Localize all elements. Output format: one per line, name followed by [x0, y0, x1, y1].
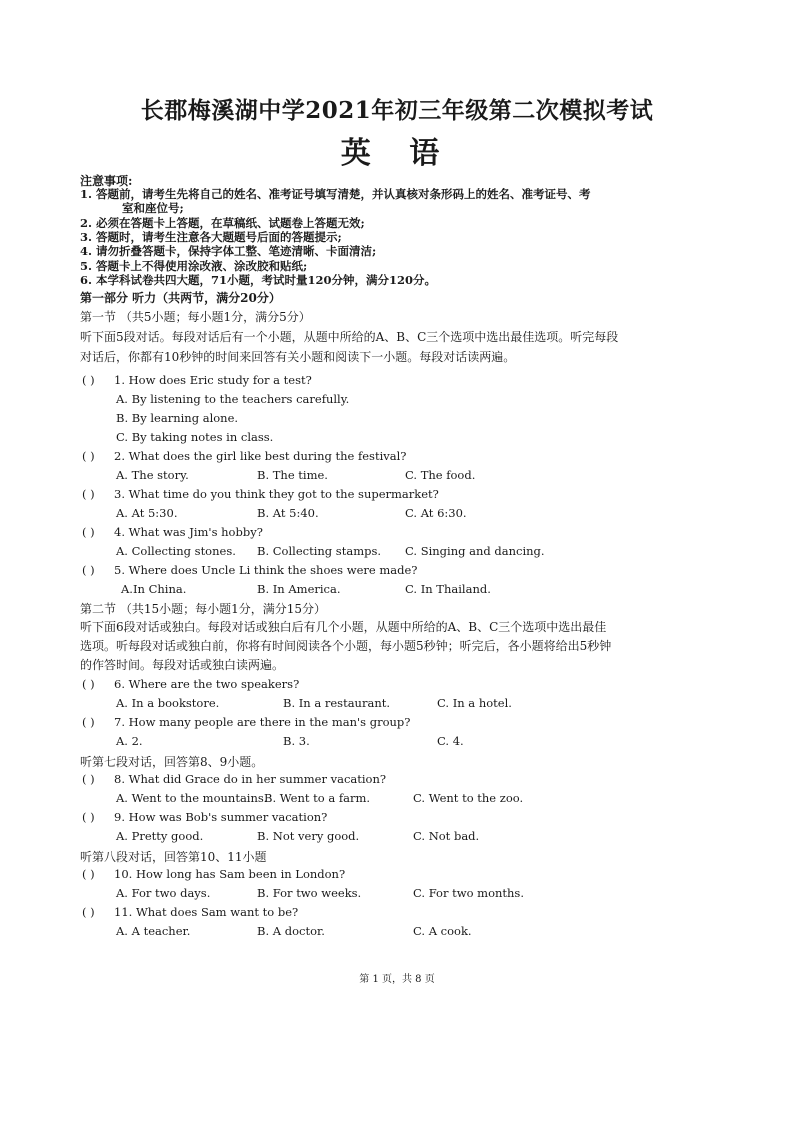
question-4	[82, 525, 263, 539]
question-text: 6. Where are the two speakers?	[114, 677, 300, 691]
section2-instructions: 的作答时间。每段对话或独白读两遍。	[80, 658, 285, 672]
question-5	[82, 563, 417, 577]
option: B. Not very good.	[257, 829, 360, 843]
notice-item: 6. 本学科试卷共四大题，71小题，考试时量120分钟，满分120分。	[80, 273, 437, 287]
notice-item: 1. 答题前，请考生先将自己的姓名、准考证号填写清楚，并认真核对条形码上的姓名、准考证号、考	[80, 187, 591, 201]
notice-item: 室和座位号;	[122, 201, 184, 215]
option: A. Pretty good.	[116, 829, 204, 843]
option: B. Collecting stamps.	[257, 544, 382, 558]
option: B. A doctor.	[257, 924, 325, 938]
answer-blank[interactable]: ( )	[82, 373, 95, 387]
option: C. A cook.	[413, 924, 472, 938]
section2-instructions: 选项。听每段对话或独白前，你将有时间阅读各个小题，每小题5秒钟；听完后，各小题将给出5秒钟	[80, 639, 612, 653]
section1-title: 第一节 （共5小题；每小题1分，满分5分）	[80, 310, 311, 324]
option: A. The story.	[116, 468, 189, 482]
option: B. By learning alone.	[116, 411, 239, 425]
question-10	[82, 867, 345, 881]
answer-blank[interactable]: ( )	[82, 905, 95, 919]
option: A. A teacher.	[116, 924, 191, 938]
question-text: 7. How many people are there in the man's group?	[114, 715, 411, 729]
part1-title: 第一部分 听力（共两节，满分20分）	[80, 291, 281, 305]
question-text: 1. How does Eric study for a test?	[114, 373, 312, 387]
question-text: 5. Where does Uncle Li think the shoes were made?	[114, 563, 418, 577]
option: C. Singing and dancing.	[405, 544, 545, 558]
answer-blank[interactable]: ( )	[82, 487, 95, 501]
question-text: 10. How long has Sam been in London?	[114, 867, 346, 881]
notice-item: 3. 答题时，请考生注意各大题题号后面的答题提示;	[80, 230, 342, 244]
option: C. In a hotel.	[437, 696, 512, 710]
question-9	[82, 810, 327, 824]
question-7	[82, 715, 410, 729]
exam-title: 长郡梅溪湖中学2021年初三年级第二次模拟考试	[140, 97, 654, 124]
notice-item: 4. 请勿折叠答题卡，保持字体工整、笔迹清晰、卡面清洁;	[80, 244, 377, 258]
notice-item: 5. 答题卡上不得使用涂改液、涂改胶和贴纸;	[80, 259, 308, 273]
option: C. By taking notes in class.	[116, 430, 274, 444]
section2-instructions: 听下面6段对话或独白。每段对话或独白后有几个小题，从题中所给的A、B、C三个选项中选出最佳	[80, 620, 607, 634]
option: B. At 5:40.	[257, 506, 319, 520]
option: A. By listening to the teachers carefully.	[116, 392, 350, 406]
option: A. 2.	[116, 734, 143, 748]
section1-instructions: 对话后，你都有10秒钟的时间来回答有关小题和阅读下一小题。每段对话读两遍。	[80, 350, 516, 364]
question-text: 3. What time do you think they got to the supermarket?	[114, 487, 439, 501]
question-text: 2. What does the girl like best during the festival?	[114, 449, 407, 463]
section1-instructions: 听下面5段对话。每段对话后有一个小题，从题中所给的A、B、C三个选项中选出最佳选项。听完每段	[80, 330, 619, 344]
answer-blank[interactable]: ( )	[82, 772, 95, 786]
answer-blank[interactable]: ( )	[82, 715, 95, 729]
question-8	[82, 772, 386, 786]
question-text: 9. How was Bob's summer vacation?	[114, 810, 328, 824]
subject-title: 英 语	[340, 136, 454, 171]
answer-blank[interactable]: ( )	[82, 867, 95, 881]
question-6	[82, 677, 299, 691]
dialogue8-instruction: 听第八段对话，回答第10、11小题	[80, 850, 267, 864]
option: B. For two weeks.	[257, 886, 362, 900]
dialogue7-instruction: 听第七段对话，回答第8、9小题。	[80, 755, 264, 769]
option: C. 4.	[437, 734, 464, 748]
option: B. In America.	[257, 582, 341, 596]
answer-blank[interactable]: ( )	[82, 677, 95, 691]
answer-blank[interactable]: ( )	[82, 449, 95, 463]
option: A. In a bookstore.	[116, 696, 220, 710]
notice-item: 2. 必须在答题卡上答题，在草稿纸、试题卷上答题无效;	[80, 216, 365, 230]
option: C. Went to the zoo.	[413, 791, 524, 805]
option: A. Collecting stones.	[116, 544, 236, 558]
answer-blank[interactable]: ( )	[82, 810, 95, 824]
option: C. Not bad.	[413, 829, 480, 843]
option: C. For two months.	[413, 886, 524, 900]
question-text: 8. What did Grace do in her summer vacation?	[114, 772, 387, 786]
option: B. Went to a farm.	[264, 791, 371, 805]
option: B. 3.	[283, 734, 310, 748]
option: C. In Thailand.	[405, 582, 491, 596]
section2-title: 第二节 （共15小题；每小题1分，满分15分）	[80, 602, 326, 616]
question-text: 11. What does Sam want to be?	[114, 905, 299, 919]
question-11	[82, 905, 298, 919]
option: C. The food.	[405, 468, 476, 482]
answer-blank[interactable]: ( )	[82, 563, 95, 577]
question-3	[82, 487, 439, 501]
option: B. The time.	[257, 468, 328, 482]
answer-blank[interactable]: ( )	[82, 525, 95, 539]
option: A. Went to the mountains.	[116, 791, 268, 805]
option: A. At 5:30.	[116, 506, 178, 520]
question-1	[82, 373, 312, 387]
page-footer: 第 1 页，共 8 页	[359, 974, 435, 985]
question-text: 4. What was Jim's hobby?	[114, 525, 263, 539]
notice-heading: 注意事项:	[80, 174, 133, 188]
option: B. In a restaurant.	[283, 696, 391, 710]
option: A.In China.	[121, 582, 187, 596]
option: A. For two days.	[116, 886, 211, 900]
question-2	[82, 449, 406, 463]
option: C. At 6:30.	[405, 506, 467, 520]
